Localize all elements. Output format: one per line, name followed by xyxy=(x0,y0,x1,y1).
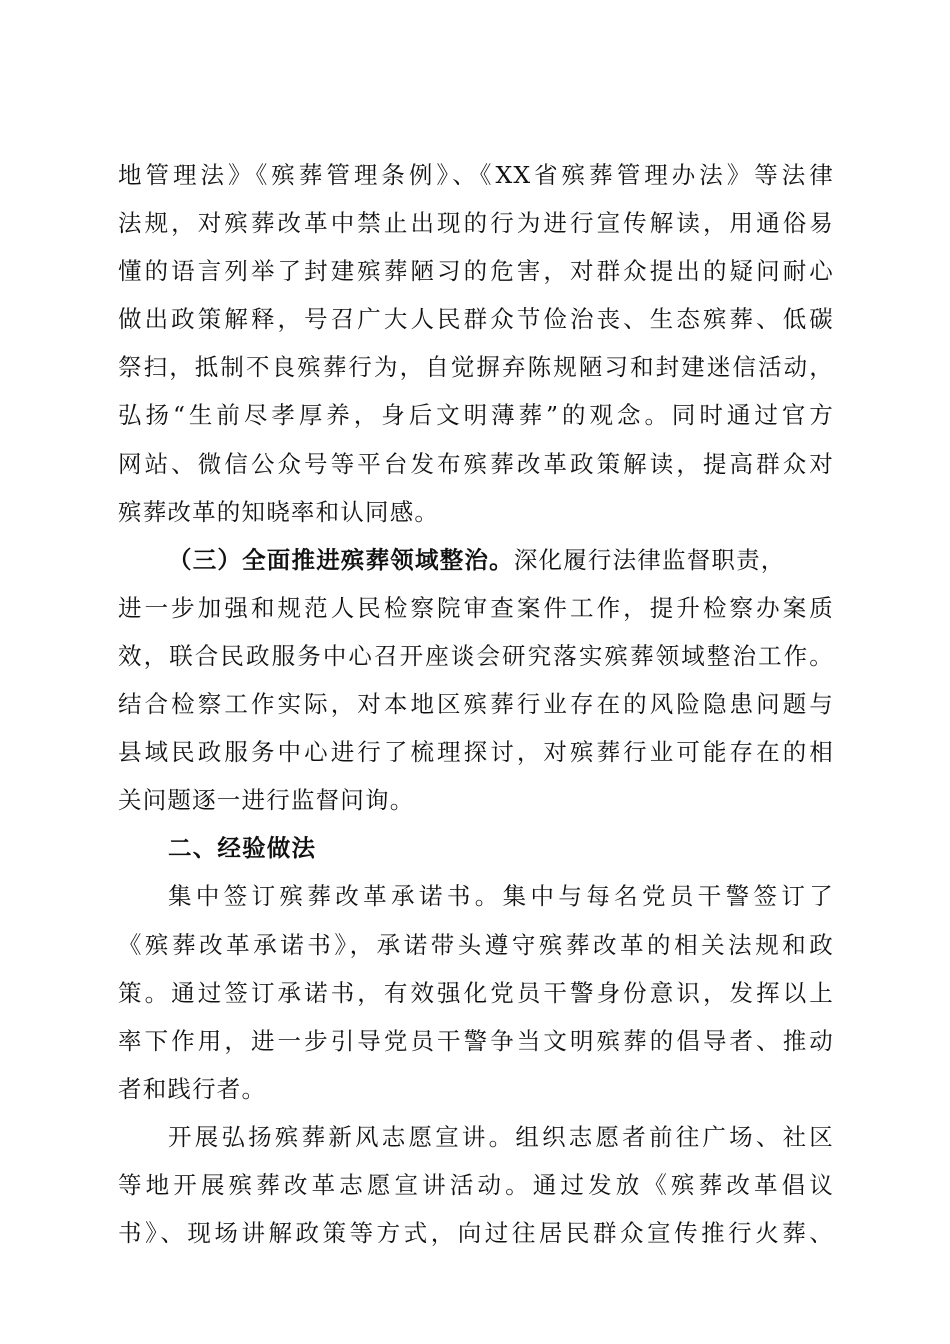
section-3-text: 深化履行法律监督职责， xyxy=(513,545,786,574)
body-line: 书》、现场讲解政策等方式，向过往居民群众宣传推行火葬、 xyxy=(118,1219,834,1248)
body-line: 殡葬改革的知晓率和认同感。 xyxy=(118,497,440,526)
body-line: 地管理法》《殡葬管理条例》、《XX省殡葬管理办法》等法律 xyxy=(118,161,834,189)
section-3-first-line xyxy=(118,537,834,583)
body-line: 策。通过签订承诺书，有效强化党员干警身份意识，发挥以上 xyxy=(118,978,834,1007)
body-line: 开展弘扬殡葬新风志愿宣讲。组织志愿者前往广场、社区 xyxy=(168,1122,834,1151)
body-line: 者和践行者。 xyxy=(118,1074,267,1103)
body-line: 《殡葬改革承诺书》，承诺带头遵守殡葬改革的相关法规和政 xyxy=(118,930,834,959)
body-line: 懂的语言列举了封建殡葬陋习的危害，对群众提出的疑问耐心 xyxy=(118,257,834,286)
body-line: 等地开展殡葬改革志愿宣讲活动。通过发放《殡葬改革倡议 xyxy=(118,1170,834,1199)
body-line: 关问题逐一进行监督问询。 xyxy=(118,786,415,815)
section-3-heading: （三）全面推进殡葬领域整治。 xyxy=(168,545,514,574)
body-line: 县域民政服务中心进行了梳理探讨，对殡葬行业可能存在的相 xyxy=(118,738,834,767)
body-line: 祭扫，抵制不良殡葬行为，自觉摒弃陈规陋习和封建迷信活动， xyxy=(118,353,834,382)
body-line: 法规，对殡葬改革中禁止出现的行为进行宣传解读，用通俗易 xyxy=(118,209,834,238)
document-body xyxy=(118,152,834,1258)
body-line: 结合检察工作实际，对本地区殡葬行业存在的风险隐患问题与 xyxy=(118,690,834,719)
body-line: 做出政策解释，号召广大人民群众节俭治丧、生态殡葬、低碳 xyxy=(118,305,834,334)
body-line: 率下作用，进一步引导党员干警争当文明殡葬的倡导者、推动 xyxy=(118,1026,834,1055)
part-2-heading: 二、经验做法 xyxy=(168,834,317,863)
body-line: 集中签订殡葬改革承诺书。集中与每名党员干警签订了 xyxy=(168,882,834,911)
body-line: 效，联合民政服务中心召开座谈会研究落实殡葬领域整治工作。 xyxy=(118,641,834,670)
body-line: 弘扬“生前尽孝厚养，身后文明薄葬”的观念。同时通过官方 xyxy=(118,401,834,430)
body-line: 网站、微信公众号等平台发布殡葬改革政策解读，提高群众对 xyxy=(118,449,834,478)
body-line: 进一步加强和规范人民检察院审查案件工作，提升检察办案质 xyxy=(118,593,834,622)
